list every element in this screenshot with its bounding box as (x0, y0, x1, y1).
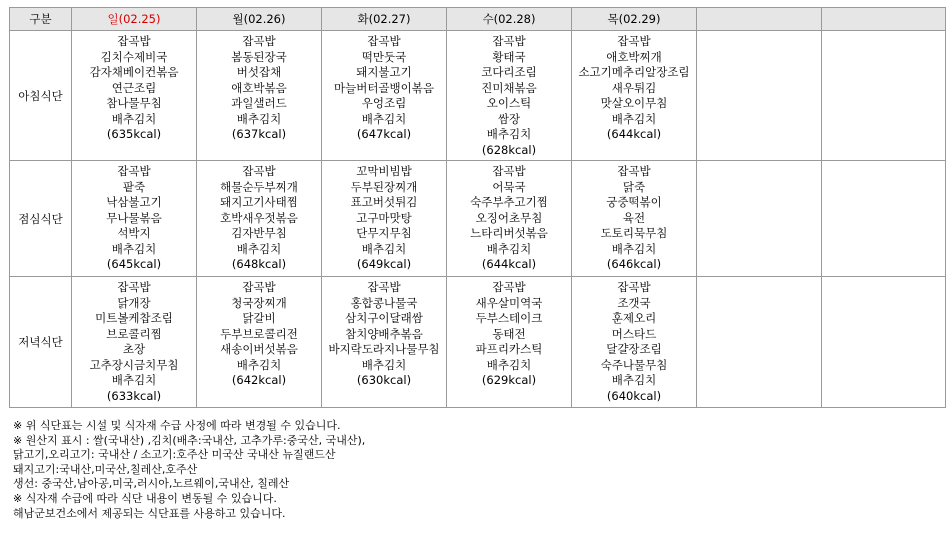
menu-item: 소고기메추리알장조림 (578, 65, 690, 79)
menu-cell (697, 31, 822, 161)
menu-item: 과일샐러드 (231, 96, 287, 110)
menu-item: 애호박볶음 (231, 80, 287, 95)
menu-item: 닭개장 (117, 295, 151, 310)
menu-item: 머스타드 (611, 326, 657, 341)
menu-item: 배추김치 (611, 111, 657, 126)
day-header-tuesday: 화(02.27) (322, 8, 447, 31)
menu-item: 잡곡밥 (117, 34, 151, 48)
menu-item: (635kcal) (106, 127, 162, 141)
menu-cell (197, 161, 322, 277)
menu-item: 표고버섯튀김 (350, 195, 418, 209)
day-header-empty-2 (822, 8, 946, 31)
menu-cell (72, 31, 197, 161)
corner-header: 구분 (10, 8, 72, 31)
menu-item: 봄동된장국 (231, 49, 287, 64)
menu-item: (646kcal) (606, 257, 662, 271)
menu-item: 홍합콩나물국 (350, 295, 418, 310)
menu-item: 배추김치 (361, 111, 407, 126)
menu-item: 돼지불고기 (356, 65, 412, 79)
menu-item: 배추김치 (486, 241, 532, 256)
menu-item: 애호박찌개 (606, 49, 662, 64)
note-line: ※ 위 식단표는 시설 및 식자재 수급 사정에 따라 변경될 수 있습니다. (13, 419, 341, 432)
menu-cell (322, 31, 447, 161)
menu-item: 꼬막비빔밥 (356, 164, 412, 178)
menu-cell (197, 31, 322, 161)
menu-item: 청국장찌개 (231, 295, 287, 310)
note-line: ※ 원산지 표시 : 쌀(국내산) ,김치(배추:국내산, 고추가루:중국산, 국내산), (13, 433, 366, 447)
menu-item: 숙주나물무침 (600, 357, 668, 372)
menu-item: 맛살오이무침 (600, 96, 668, 110)
menu-item: 잡곡밥 (117, 164, 151, 178)
menu-item: 두부브로콜리전 (220, 326, 298, 341)
menu-item: 초장 (122, 342, 146, 356)
menu-item: 바지락도라지나물무침 (328, 342, 440, 356)
menu-item: 배추김치 (486, 127, 532, 141)
menu-cell (72, 277, 197, 408)
menu-item: 배추김치 (611, 241, 657, 256)
note-line: ※ 식자재 수급에 따라 식단 내용이 변동될 수 있습니다. (13, 491, 277, 505)
note-line: 해남군보건소에서 제공되는 식단표를 사용하고 있습니다. (13, 506, 286, 520)
menu-item: 어묵국 (492, 179, 526, 194)
menu-item: 오징어초무침 (475, 210, 543, 225)
menu-item: 닭죽 (622, 179, 646, 194)
menu-item: 잡곡밥 (242, 164, 276, 178)
menu-item: 코다리조림 (481, 65, 537, 79)
menu-item: 미트볼케찹조림 (95, 311, 173, 325)
menu-item: 잡곡밥 (492, 34, 526, 48)
menu-cell (822, 277, 946, 408)
menu-cell (322, 277, 447, 408)
day-header-sunday: 일(02.25) (72, 8, 197, 31)
menu-item: 배추김치 (111, 373, 157, 387)
menu-cell (572, 161, 697, 277)
menu-cell (447, 277, 572, 408)
menu-item: (633kcal) (106, 388, 162, 403)
menu-item: 황태국 (492, 49, 526, 64)
menu-item: 육전 (622, 210, 646, 225)
menu-item: 우엉조림 (361, 96, 407, 110)
menu-item: 잡곡밥 (367, 34, 401, 48)
menu-cell (322, 161, 447, 277)
meal-row-breakfast (10, 31, 946, 161)
menu-cell (72, 161, 197, 277)
menu-item: (648kcal) (231, 257, 287, 271)
meal-row-lunch (10, 161, 946, 277)
menu-item: 참나물무침 (106, 96, 162, 110)
menu-item: 김치수제비국 (100, 49, 168, 64)
menu-item: (642kcal) (231, 373, 287, 387)
note-line: 생선: 중국산,남아공,미국,러시아,노르웨이,국내산, 칠레산 (13, 477, 290, 491)
menu-item: 조갯국 (617, 295, 651, 310)
menu-item: 배추김치 (361, 241, 407, 256)
menu-item: 닭갈비 (242, 311, 276, 325)
day-header-thursday: 목(02.29) (572, 8, 697, 31)
menu-item: 감자채베이컨볶음 (89, 65, 179, 79)
menu-item: 파프리카스틱 (475, 342, 543, 356)
menu-item: 배추김치 (236, 357, 282, 372)
menu-item: 김자반무침 (231, 226, 287, 240)
meal-label-breakfast: 아침식단 (10, 31, 72, 161)
menu-item: 오이스틱 (486, 96, 532, 110)
menu-item: 진미채볶음 (481, 80, 537, 95)
menu-item: 배추김치 (236, 111, 282, 126)
menu-item: 무나물볶음 (106, 210, 162, 225)
menu-item: 배추김치 (361, 357, 407, 372)
menu-item: 팥죽 (122, 179, 146, 194)
notes (13, 419, 365, 521)
menu-item: 돼지고기사태찜 (220, 195, 298, 209)
menu-item: 달걀장조림 (606, 342, 662, 356)
menu-item: 삼치구이달래쌈 (345, 311, 423, 325)
menu-item: 배추김치 (236, 241, 282, 256)
menu-item: 연근조림 (111, 80, 157, 95)
menu-item: 브로콜리찜 (106, 326, 162, 341)
menu-cell (822, 161, 946, 277)
menu-item: 배추김치 (111, 111, 157, 126)
menu-cell (697, 161, 822, 277)
menu-item: 새우튀김 (611, 80, 657, 95)
note-line: 닭고기,오리고기: 국내산 / 소고기:호주산 미국산 국내산 뉴질랜드산 (13, 448, 336, 462)
menu-item: 느타리버섯볶음 (470, 226, 548, 240)
menu-item: 잡곡밥 (242, 34, 276, 48)
menu-item: 잡곡밥 (242, 280, 276, 294)
menu-item: 낙삼불고기 (106, 195, 162, 209)
menu-cell (697, 277, 822, 408)
meal-label-dinner: 저녁식단 (10, 277, 72, 408)
day-header-monday: 월(02.26) (197, 8, 322, 31)
menu-item: 두부된장찌개 (350, 179, 418, 194)
menu-item: 동태전 (492, 326, 526, 341)
menu-item: 호박새우젓볶음 (220, 210, 298, 225)
menu-item: 잡곡밥 (367, 280, 401, 294)
menu-cell (572, 31, 697, 161)
menu-item: 단무지무침 (356, 226, 412, 240)
menu-item: 잡곡밥 (617, 164, 651, 178)
menu-cell (447, 161, 572, 277)
menu-item: (644kcal) (606, 127, 662, 141)
menu-cell (447, 31, 572, 161)
menu-item: 잡곡밥 (617, 280, 651, 294)
menu-item: 버섯잡채 (236, 65, 282, 79)
menu-item: 석박지 (117, 226, 151, 240)
menu-item: 배추김치 (486, 357, 532, 372)
menu-item: (637kcal) (231, 127, 287, 141)
meal-row-dinner (10, 277, 946, 408)
menu-item: 잡곡밥 (492, 280, 526, 294)
menu-item: (649kcal) (356, 257, 412, 271)
meal-label-lunch: 점심식단 (10, 161, 72, 277)
menu-item: 고구마맛탕 (356, 210, 412, 225)
menu-item: 두부스테이크 (475, 311, 543, 325)
header-row (10, 8, 946, 31)
menu-item: 새우살미역국 (475, 295, 543, 310)
menu-item: 배추김치 (111, 241, 157, 256)
menu-item: (647kcal) (356, 127, 412, 141)
menu-item: 잡곡밥 (617, 34, 651, 48)
menu-item: 새송이버섯볶음 (220, 342, 298, 356)
menu-item: 궁중떡볶이 (606, 195, 662, 209)
menu-item: (644kcal) (481, 257, 537, 271)
menu-item: (630kcal) (356, 373, 412, 387)
meal-plan-table (9, 7, 946, 408)
menu-item: 도토리묵무침 (600, 226, 668, 240)
menu-item: 잡곡밥 (117, 280, 151, 294)
menu-item: 잡곡밥 (492, 164, 526, 178)
menu-item: 해물순두부찌개 (220, 179, 298, 194)
note-line: 돼지고기:국내산,미국산,칠레산,호주산 (13, 462, 198, 476)
menu-item: 배추김치 (611, 373, 657, 387)
menu-cell (572, 277, 697, 408)
menu-item: (628kcal) (481, 142, 537, 157)
menu-item: 고추장시금치무침 (89, 357, 179, 372)
menu-item: (640kcal) (606, 388, 662, 403)
menu-cell (822, 31, 946, 161)
menu-item: 숙주부추고기찜 (470, 195, 548, 209)
menu-cell (197, 277, 322, 408)
day-header-empty-1 (697, 8, 822, 31)
menu-item: 떡만둣국 (361, 49, 407, 64)
day-header-wednesday: 수(02.28) (447, 8, 572, 31)
menu-item: 마늘버터골뱅이볶음 (334, 80, 434, 95)
menu-item: 참치양배추볶음 (345, 326, 423, 341)
menu-item: (629kcal) (481, 373, 537, 387)
menu-item: (645kcal) (106, 257, 162, 271)
menu-item: 쌈장 (497, 111, 521, 126)
menu-item: 훈제오리 (611, 311, 657, 325)
